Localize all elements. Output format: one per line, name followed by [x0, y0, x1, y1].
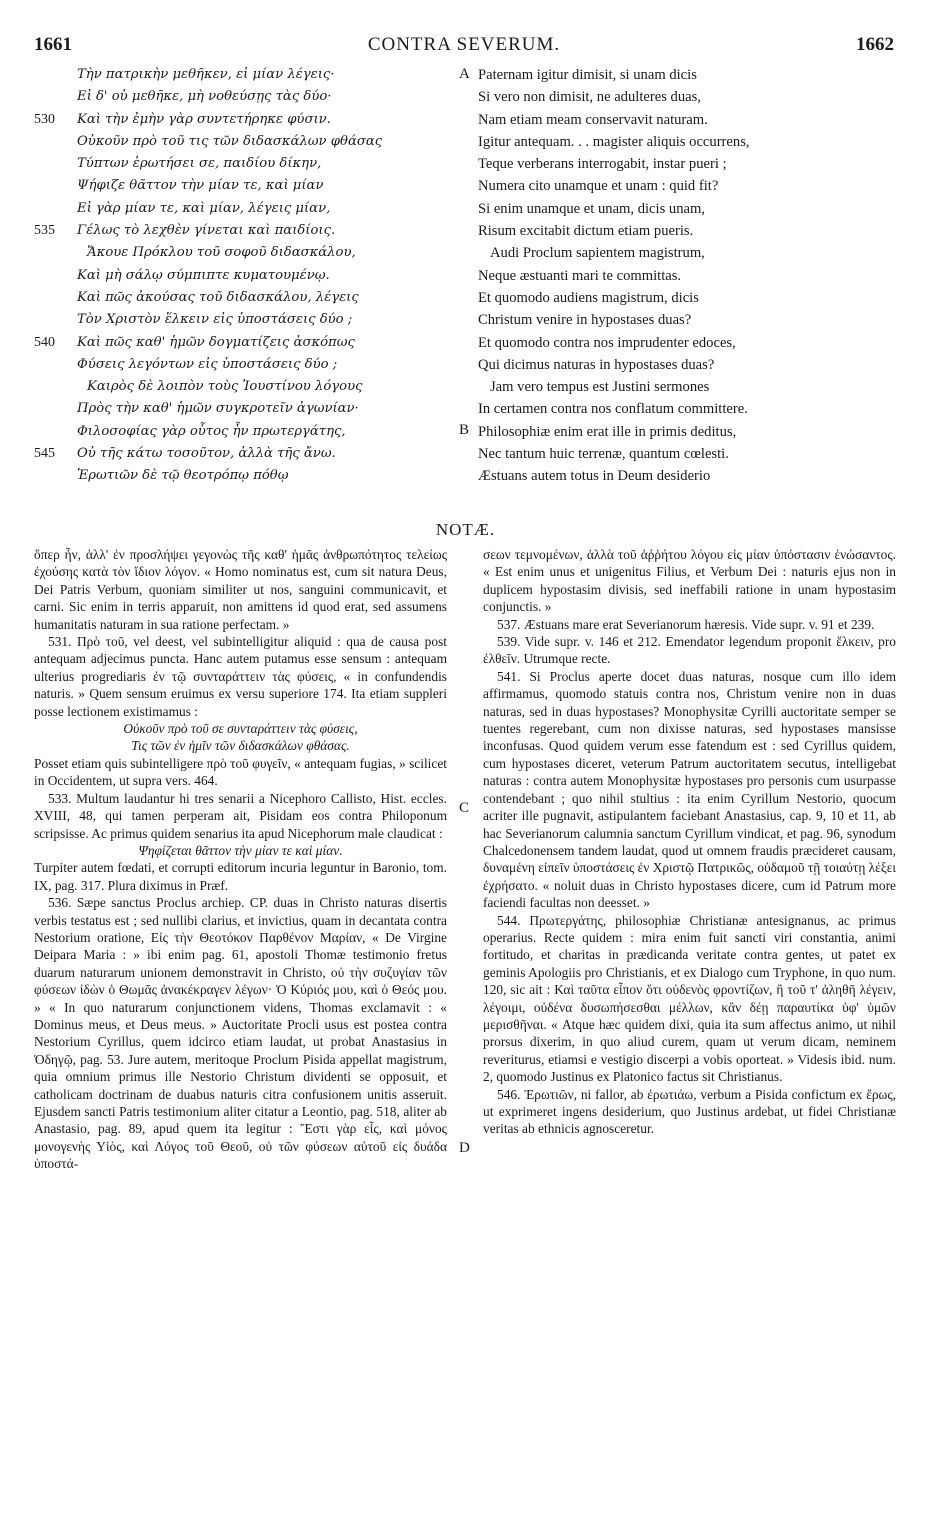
quoted-verse: Οὐκοῦν πρὸ τοῦ σε συνταράττειν τὰς φύσεις, — [123, 721, 358, 737]
latin-verse-line — [478, 443, 898, 465]
latin-verse-line — [478, 265, 898, 287]
latin-verse-text: Neque æstuanti mari te committas. — [478, 267, 682, 284]
greek-verse-line — [34, 220, 454, 242]
note-paragraph: ὅπερ ἦν, ἀλλ' ἐν προσλήψει γεγονὼς τῆς καθ' ἡμᾶς ἀνθρωπότητος τελείως ἐχούσης κατὰ τὸν ἴδιον λόγον. « Homo nominatus est, cum sit natura Deus, Dei Patris Verbum, quoniam similiter ut nos, sanguini communicavit, et carni. Sic enim in terris apparuit, non amittens id quod erat, sed assumens humanitatis naturam in sua ratione perfectam. » — [34, 547, 447, 632]
running-title: CONTRA SEVERUM. — [367, 34, 561, 55]
greek-verse-text: Οὐ τῆς κάτω τοσοῦτον, ἀλλὰ τῆς ἄνω. — [77, 446, 336, 462]
right-column-number: 1662 — [856, 34, 894, 55]
latin-verse-line — [478, 332, 898, 354]
greek-verse-text: Φύσεις λεγόντων εἰς ὑποστάσεις δύο ; — [77, 356, 338, 372]
latin-verse-text: Jam vero tempus est Justini sermones — [490, 379, 710, 396]
latin-verse-text: Numera cito unamque et unam : quid fit? — [478, 178, 719, 195]
latin-verse-text: Si enim unamque et unam, dicis unam, — [478, 200, 705, 217]
greek-verse-text: Καὶ μὴ σάλῳ σύμπιπτε κυματουμένῳ. — [77, 267, 330, 283]
verse-number: 535 — [34, 223, 55, 239]
latin-verse-line — [478, 198, 898, 220]
greek-verse-line — [34, 309, 454, 331]
latin-verse-line — [478, 175, 898, 197]
margin-letter-a: A — [459, 66, 470, 82]
latin-verse-text: Paternam igitur dimisit, si unam dicis — [478, 67, 697, 83]
note-paragraph: 546. Ἐρωτιῶν, ni fallor, ab ἐρωτιάω, verbum a Pisida confictum ex ἔρως, ut exprimeret ingens desiderium, quo Justinus ardebat, ut fidei Christianæ veritas ab ethnicis agnosceretur. — [483, 1086, 896, 1137]
latin-verse-text: Nec tantum huic terrenæ, quantum cœlesti. — [478, 446, 729, 463]
note-paragraph: Posset etiam quis subintelligere πρὸ τοῦ φυγεῖν, « antequam fugias, » scilicet in Occidentem, ut supra vers. 464. — [34, 755, 447, 789]
latin-verse-text: In certamen contra nos conflatum committere. — [478, 401, 748, 418]
greek-verse-line — [34, 131, 454, 153]
quoted-verse: Τις τῶν ἐν ἡμῖν τῶν διδασκάλων φθάσας. — [131, 738, 350, 754]
greek-verse-text: Πρὸς τὴν καθ' ἡμῶν συγκροτεῖν ἀγωνίαν· — [77, 401, 359, 417]
latin-verse-text: Igitur antequam. . . magister aliquis occurrens, — [478, 133, 750, 150]
greek-verse-line — [34, 64, 454, 86]
latin-verse-text: Et quomodo audiens magistrum, dicis — [478, 289, 699, 306]
left-column-number: 1661 — [34, 34, 72, 55]
greek-verse-text: Ἄκουε Πρόκλου τοῦ σοφοῦ διδασκάλου, — [87, 245, 356, 261]
note-paragraph: 544. Πρωτεργάτης, philosophiæ Christianæ antesignanus, ac primus operarius. Recte quidem : mira enim fuit sancti viri constantia, animi fortitudo, et charitas in prædicanda veritate contra gentes, ut patet ex geminis Apologiis pro Christianis, et ex Dialogo cum Tryphone, in quo num. 120, sic ait : Καὶ ταῦτα εἶπον ὅτι οὐδενὸς φροντίζων, ἢ τοῦ τ' ἀληθῆ λέγειν, λέγοιμι, οὐδένα δυσωπήσεσθαι μέλλων, κἂν δέῃ παραυτίκα ὑφ' ὑμῶν μερισθῆναι. « Atque hæc quidem dixi, quia ita sum affectus animo, ut nihil prorsus dixerim, in quo aliud curem, quam ut verum dicam, neminem reveriturus, etiamsi e vestigio discerpi a vobis oporteat. » Videsis ibid. num. 2, quomodo Justinus ex Platonico factus sit Christianus. — [483, 912, 896, 1085]
greek-verse-line — [34, 398, 454, 420]
greek-verse-line — [34, 153, 454, 175]
latin-verse-column — [478, 64, 898, 488]
latin-verse-text: Christum venire in hypostases duas? — [478, 312, 692, 329]
greek-verse-text: Καὶ πῶς ἀκούσας τοῦ διδασκάλου, λέγεις — [77, 289, 359, 305]
margin-letter-d: D — [459, 1140, 470, 1156]
greek-verse-text: Καιρὸς δὲ λοιπὸν τοὺς Ἰουστίνου λόγους — [87, 379, 363, 395]
quoted-verse: Ψηφίζεται θᾶττον τὴν μίαν τε καὶ μίαν. — [138, 842, 343, 858]
greek-verse-line — [34, 332, 454, 354]
latin-verse-line — [478, 153, 898, 175]
margin-letter-c: C — [459, 800, 470, 816]
latin-verse-line — [478, 109, 898, 131]
greek-verse-text: Ψήφιζε θᾶττον τὴν μίαν τε, καὶ μίαν — [77, 178, 324, 194]
verse-number: 545 — [34, 446, 55, 462]
latin-verse-text: Teque verberans interrogabit, instar pueri ; — [478, 156, 727, 173]
verse-number: 540 — [34, 334, 55, 350]
greek-verse-line — [34, 287, 454, 309]
latin-verse-line — [478, 376, 898, 398]
latin-verse-text: Risum excitabit dictum etiam pueris. — [478, 223, 694, 240]
greek-verse-text: Τὸν Χριστὸν ἕλκειν εἰς ὑποστάσεις δύο ; — [77, 312, 353, 328]
latin-verse-text: Nam etiam meam conservavit naturam. — [478, 111, 708, 128]
latin-verse-text: Qui dicimus naturas in hypostases duas? — [478, 356, 715, 373]
note-paragraph: 536. Sæpe sanctus Proclus archiep. CP. duas in Christo naturas disertis verbis testatus est ; sed nullibi clarius, et invictius, quam in decantata contra Nestorium oratione, Εἰς τὴν Θεοτόκον Παρθένον Μαρίαν, « De Virgine Deipara Maria : » ibi enim pag. 61, apostoli Thomæ testimonio fretus duarum naturarum unionem demonstravit in Christo, οὐ τὴν συζυγίαν τῶν φύσεων ἰδὼν ὁ Θωμᾶς ἀνακέκραγεν λέγων· Ὁ Κύριός μου, καὶ ὁ Θεός μου. » « In quo naturarum conjunctionem videns, Thomas exclamavit : « Dominus meus, et Deus meus. » Auctoritate Procli usus est postea contra Nestorium Cyrillus, quem idcirco etiam laudat, ut probat Anastasius in Ὁδηγῷ, pag. 53. Jure autem, meritoque Proclum Pisida appellat magistrum, quia omnium primus ille Nestorio Christum dividenti se opposuit, et catholicam doctrinam de duabus naturis citra confusionem unitis asseruit. Ejusdem sancti Patris testimonium aliter citatur a Leontio, pag. 518, aliter ab Anastasio, pag. 89, apud quem ita legitur : Ἔστι γὰρ εἷς, καὶ μόνος μονογενὴς Υἱὸς, καὶ Λόγος τοῦ Θεοῦ, οὐ τῶν φύσεων αὐτοῦ εἰς δυάδα ὑποστά- — [34, 895, 447, 1172]
latin-verse-text: Audi Proclum sapientem magistrum, — [490, 245, 705, 262]
greek-verse-text: Τύπτων ἐρωτήσει σε, παιδίου δίκην, — [77, 156, 322, 172]
latin-verse-line — [478, 465, 898, 487]
latin-verse-line — [478, 421, 898, 443]
greek-verse-line — [34, 421, 454, 443]
latin-verse-text: Si vero non dimisit, ne adulteres duas, — [478, 89, 701, 106]
greek-verse-text: Ἐρωτιῶν δὲ τῷ θεοτρόπῳ πόθῳ — [77, 468, 289, 484]
note-paragraph: σεων τεμνομένων, ἀλλὰ τοῦ ἀῤῥήτου λόγου εἰς μίαν ὑπόστασιν ἑνώσαντος. « Est enim unus et unigenitus Filius, et Verbum Dei : naturis ejus non in duplicem hypostasim divisis, sed ineffabili ratione in unam hypostasim conjunctis. » — [483, 547, 896, 615]
greek-verse-line — [34, 376, 454, 398]
note-paragraph: Turpiter autem fœdati, et corrupti editorum incuria leguntur in Baronio, tom. IX, pag. 317. Plura diximus in Præf. — [34, 860, 447, 893]
greek-verse-line — [34, 109, 454, 131]
notes-right-column — [483, 546, 896, 1138]
latin-verse-line — [478, 287, 898, 309]
note-paragraph: 537. Æstuans mare erat Severianorum hæresis. Vide supr. v. 91 et 239. — [497, 616, 875, 632]
latin-verse-line — [478, 220, 898, 242]
greek-verse-line — [34, 265, 454, 287]
verse-number: 530 — [34, 111, 55, 127]
greek-verse-column — [34, 64, 454, 488]
greek-verse-text: Οὐκοῦν πρὸ τοῦ τις τῶν διδασκάλων φθάσας — [77, 133, 383, 149]
latin-verse-line — [478, 242, 898, 264]
greek-verse-text: Καὶ τὴν ἐμὴν γὰρ συντετήρηκε φύσιν. — [77, 111, 331, 127]
latin-verse-line — [478, 86, 898, 108]
latin-verse-text: Æstuans autem totus in Deum desiderio — [478, 468, 711, 485]
latin-verse-text: Et quomodo contra nos imprudenter edoces, — [478, 334, 736, 351]
greek-verse-line — [34, 86, 454, 108]
notes-heading: NOTÆ. — [435, 520, 496, 539]
greek-verse-text: Φιλοσοφίας γὰρ οὗτος ἦν πρωτεργάτης, — [77, 423, 346, 439]
greek-verse-line — [34, 198, 454, 220]
greek-verse-line — [34, 443, 454, 465]
latin-verse-text: Philosophiæ enim erat ille in primis deditus, — [478, 423, 737, 440]
note-paragraph: 531. Πρὸ τοῦ, vel deest, vel subintelligitur aliquid : qua de causa post antequam adjecimus puncta. Hanc autem putamus esse sensum : antequam ulterius progrediaris ἐν τῷ συνταράττειν τὰς φύσεις, « in confundendis naturis. » Quem sensum eruimus ex versu superiore 174. Ita etiam suppleri posse lectionem existimamus : — [34, 634, 447, 719]
greek-verse-text: Γέλως τὸ λεχθὲν γίνεται καὶ παιδίοις. — [77, 223, 336, 239]
greek-verse-text: Καὶ πῶς καθ' ἡμῶν δογματίζεις ἀσκόπως — [77, 334, 355, 350]
notes-left-column — [34, 546, 447, 1173]
greek-verse-line — [34, 242, 454, 264]
latin-verse-line — [478, 64, 898, 86]
note-paragraph: 539. Vide supr. v. 146 et 212. Emendator legendum proponit ἕλκειν, pro ἐλθεῖν. Utrumque recte. — [483, 634, 896, 667]
latin-verse-line — [478, 398, 898, 420]
greek-verse-text: Εἰ γὰρ μίαν τε, καὶ μίαν, λέγεις μίαν, — [77, 200, 331, 216]
note-paragraph: 541. Si Proclus aperte docet duas naturas, nosque cum illo idem affirmamus, quomodo statuis contra nos, Christum venire non in duas naturas, sed in duas hypostases? Monophysitæ Cyrilli auctoritate semper se tuentes regerebant, cum non dixisse naturas, sed hypostases mansisse inconfusas. Quod quidem verum esse fatendum est : sed Cyrillus quidem, cum hypostases diceret, veterum Patrum auctoritatem secutus, intelligebat naturas : contra autem Monophysitæ hypostases pro personis cum usurpasse contendebant ; quo nihil stultius : ita enim Cyrillum Nestorio, quocum acriter ille pugnavit, astipulantem faciebant Anastasius, cap. 9, 10 et 11, ab hac Severianorum calumnia sanctum Cyrillum vindicat, et pag. 96, synodum Chalcedonensem tandem laudat, quod ut omnem fraudis præcideret causam, δυναμένη εἰπεῖν ὑποστάσεις ἐν Χριστῷ Πατρικῶς, οὐδαμοῦ τῇ τοιαύτῃ λέξει ἐχρήσατο. « noluit duas in Christo hypostases dicere, cum id Patrum more faciendi facultas non deesset. » — [483, 668, 896, 911]
latin-verse-line — [478, 354, 898, 376]
page-header — [34, 34, 894, 58]
note-paragraph: 533. Multum laudantur hi tres senarii a Nicephoro Callisto, Hist. eccles. XVIII, 48, qui tamen perperam ait, Pisidam eos contra Philoponum scripsisse. Ac primus quidem senarius ita apud Nicephorum male claudicat : — [34, 790, 447, 841]
greek-verse-line — [34, 465, 454, 487]
margin-letter-b: B — [459, 422, 470, 438]
greek-verse-text: Εἰ δ' οὐ μεθῆκε, μὴ νοθεύσῃς τὰς δύο· — [77, 89, 332, 105]
greek-verse-line — [34, 175, 454, 197]
latin-verse-line — [478, 309, 898, 331]
greek-verse-line — [34, 354, 454, 376]
greek-verse-text: Τὴν πατρικὴν μεθῆκεν, εἰ μίαν λέγεις· — [77, 67, 335, 82]
latin-verse-line — [478, 131, 898, 153]
